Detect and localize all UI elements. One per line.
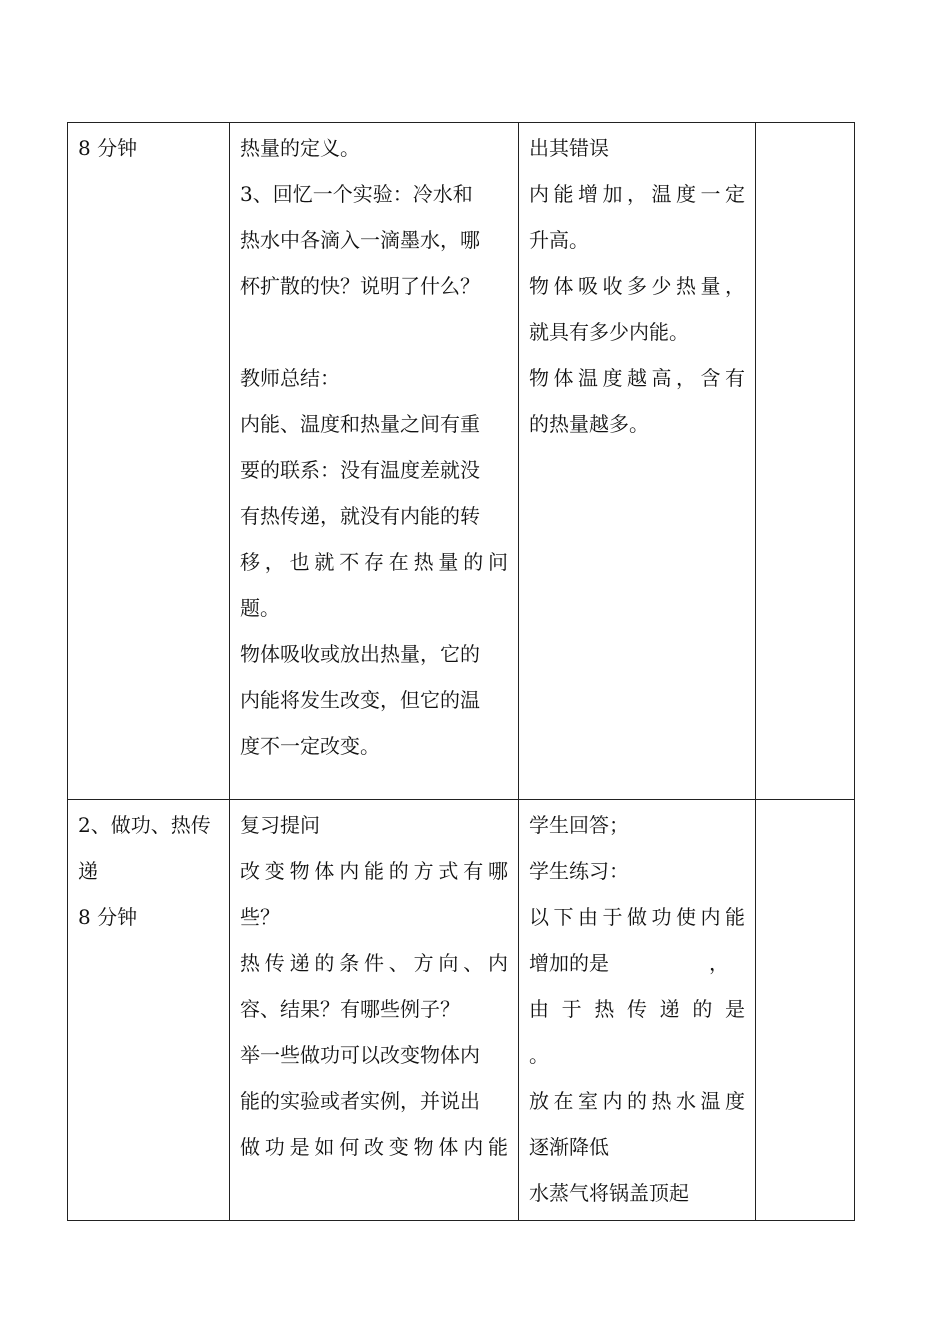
student-activity-cell [519,123,756,800]
student-line: 逐渐降低 [529,1135,609,1159]
teacher-line: 热量的定义。 [240,136,360,160]
teacher-line: 做功是如何改变物体内能 [240,1135,508,1159]
teacher-line: 度不一定改变。 [240,734,380,758]
teacher-line: 热传递的条件、方向、内 [240,951,508,975]
student-line: 。 [529,1043,549,1067]
student-line: 物体吸收多少热量， [529,274,745,298]
stage-cell [68,800,230,1221]
teacher-line: 物体吸收或放出热量，它的 [240,642,480,666]
teacher-line: 内能、温度和热量之间有重 [240,412,480,436]
student-line: 出其错误 [529,136,609,160]
lesson-plan-table [67,122,855,1221]
stage-line: 2、做功、热传 [78,813,211,837]
teacher-line: 题。 [240,596,280,620]
teacher-line: 容、结果？有哪些例子？ [240,997,460,1021]
stage-line: 递 [78,859,98,883]
teacher-line: 热水中各滴入一滴墨水，哪 [240,228,480,252]
teacher-line: 复习提问 [240,813,320,837]
student-line: 由于热传递的是 [529,997,745,1021]
teacher-line: 能的实验或者实例，并说出 [240,1089,480,1113]
stage-cell [68,123,230,800]
table-row [68,800,855,1221]
teacher-line: 杯扩散的快？说明了什么？ [240,274,480,298]
teacher-line: 改变物体内能的方式有哪 [240,859,508,883]
teacher-line: 些？ [240,905,280,929]
teacher-activity-cell [230,123,519,800]
teacher-activity-cell [230,800,519,1221]
student-line: 放在室内的热水温度 [529,1089,745,1113]
student-line: 物体温度越高，含有 [529,366,745,390]
stage-line: 8 分钟 [78,905,138,929]
notes-cell [756,123,855,800]
student-line: 以下由于做功使内能 [529,905,745,929]
teacher-line: 内能将发生改变，但它的温 [240,688,480,712]
teacher-line: 3、回忆一个实验：冷水和 [240,182,473,206]
teacher-line: 教师总结： [240,366,340,390]
student-line: 学生回答； [529,813,629,837]
student-line: 就具有多少内能。 [529,320,689,344]
table-row [68,123,855,800]
student-line: 水蒸气将锅盖顶起 [529,1181,689,1205]
student-line: 增加的是 ， [529,951,729,975]
teacher-line: 举一些做功可以改变物体内 [240,1043,480,1067]
student-activity-cell [519,800,756,1221]
student-line: 的热量越多。 [529,412,649,436]
teacher-line: 移，也就不存在热量的问 [240,550,508,574]
notes-cell [756,800,855,1221]
stage-line: 8 分钟 [78,136,138,160]
student-line: 内能增加，温度一定 [529,182,745,206]
teacher-line: 有热传递，就没有内能的转 [240,504,480,528]
student-line: 学生练习： [529,859,629,883]
teacher-line: 要的联系：没有温度差就没 [240,458,480,482]
student-line: 升高。 [529,228,589,252]
blank-line [240,309,508,355]
